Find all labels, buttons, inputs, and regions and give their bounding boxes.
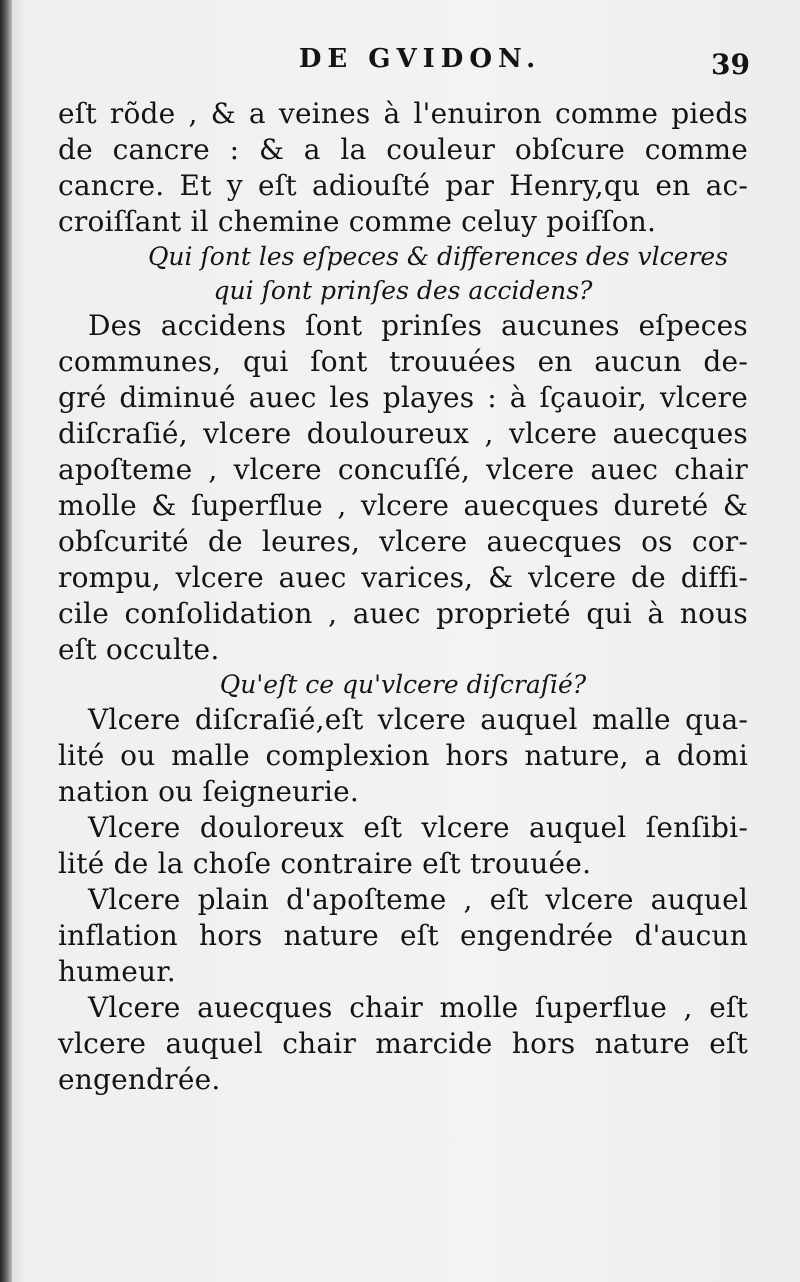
page-number: 39 bbox=[711, 48, 750, 81]
text-line: lité ou malle complexion hors nature, a domi bbox=[58, 739, 748, 772]
text-line: gré diminué auec les playes : à ſçauoir, vlcere bbox=[58, 381, 748, 414]
text-line: Vlcere douloreux eſt vlcere auquel ſenſibi- bbox=[88, 811, 748, 844]
section-heading: Qu'eſt ce qu'vlcere diſcraſié? bbox=[219, 670, 587, 699]
section-heading: qui ſont prinſes des accidens? bbox=[213, 276, 593, 305]
text-line: communes, qui ſont trouuées en aucun de- bbox=[58, 345, 748, 378]
text-line: Vlcere auecques chair molle ſuperflue , eſt bbox=[88, 991, 748, 1024]
text-line: lité de la choſe contraire eſt trouuée. bbox=[58, 847, 592, 880]
text-line: croiſſant il chemine comme celuy poiſſon. bbox=[58, 205, 657, 238]
main-text bbox=[58, 96, 748, 1098]
section-heading: Qui ſont les eſpeces & differences des vlceres bbox=[147, 242, 729, 271]
text-line: obſcurité de leures, vlcere auecques os cor- bbox=[58, 525, 748, 558]
text-line: de cancre : & a la couleur obſcure comme bbox=[58, 133, 748, 166]
text-line: inflation hors nature eſt engendrée d'aucun bbox=[58, 919, 748, 952]
text-line: diſcraſié, vlcere douloureux , vlcere auecques bbox=[58, 417, 748, 450]
page-header bbox=[60, 44, 760, 88]
text-line: eſt rõde , & a veines à l'enuiron comme pieds bbox=[58, 97, 748, 130]
text-line: apoſteme , vlcere concuſſé, vlcere auec chair bbox=[58, 453, 748, 486]
text-line: vlcere auquel chair marcide hors nature eſt bbox=[58, 1027, 748, 1060]
text-line: nation ou ſeigneurie. bbox=[58, 775, 359, 808]
text-line: eſt occulte. bbox=[58, 633, 220, 666]
text-line: Vlcere diſcraſié,eſt vlcere auquel malle qua- bbox=[88, 703, 748, 736]
text-line: rompu, vlcere auec varices, & vlcere de diffi- bbox=[58, 561, 748, 594]
text-line: Des accidens ſont prinſes aucunes eſpeces bbox=[88, 309, 748, 342]
page-gutter bbox=[0, 0, 12, 1282]
text-line: Vlcere plain d'apoſteme , eſt vlcere auquel bbox=[88, 883, 748, 916]
text-line: molle & ſuperflue , vlcere auecques dureté & bbox=[58, 489, 748, 522]
text-line: engendrée. bbox=[58, 1063, 221, 1096]
text-line: humeur. bbox=[58, 955, 176, 988]
text-line: cancre. Et y eſt adiouſté par Henry,qu en ac- bbox=[58, 169, 748, 202]
text-line: cile conſolidation , auec proprieté qui à nous bbox=[58, 597, 748, 630]
running-head: DE GVIDON. bbox=[298, 44, 542, 74]
